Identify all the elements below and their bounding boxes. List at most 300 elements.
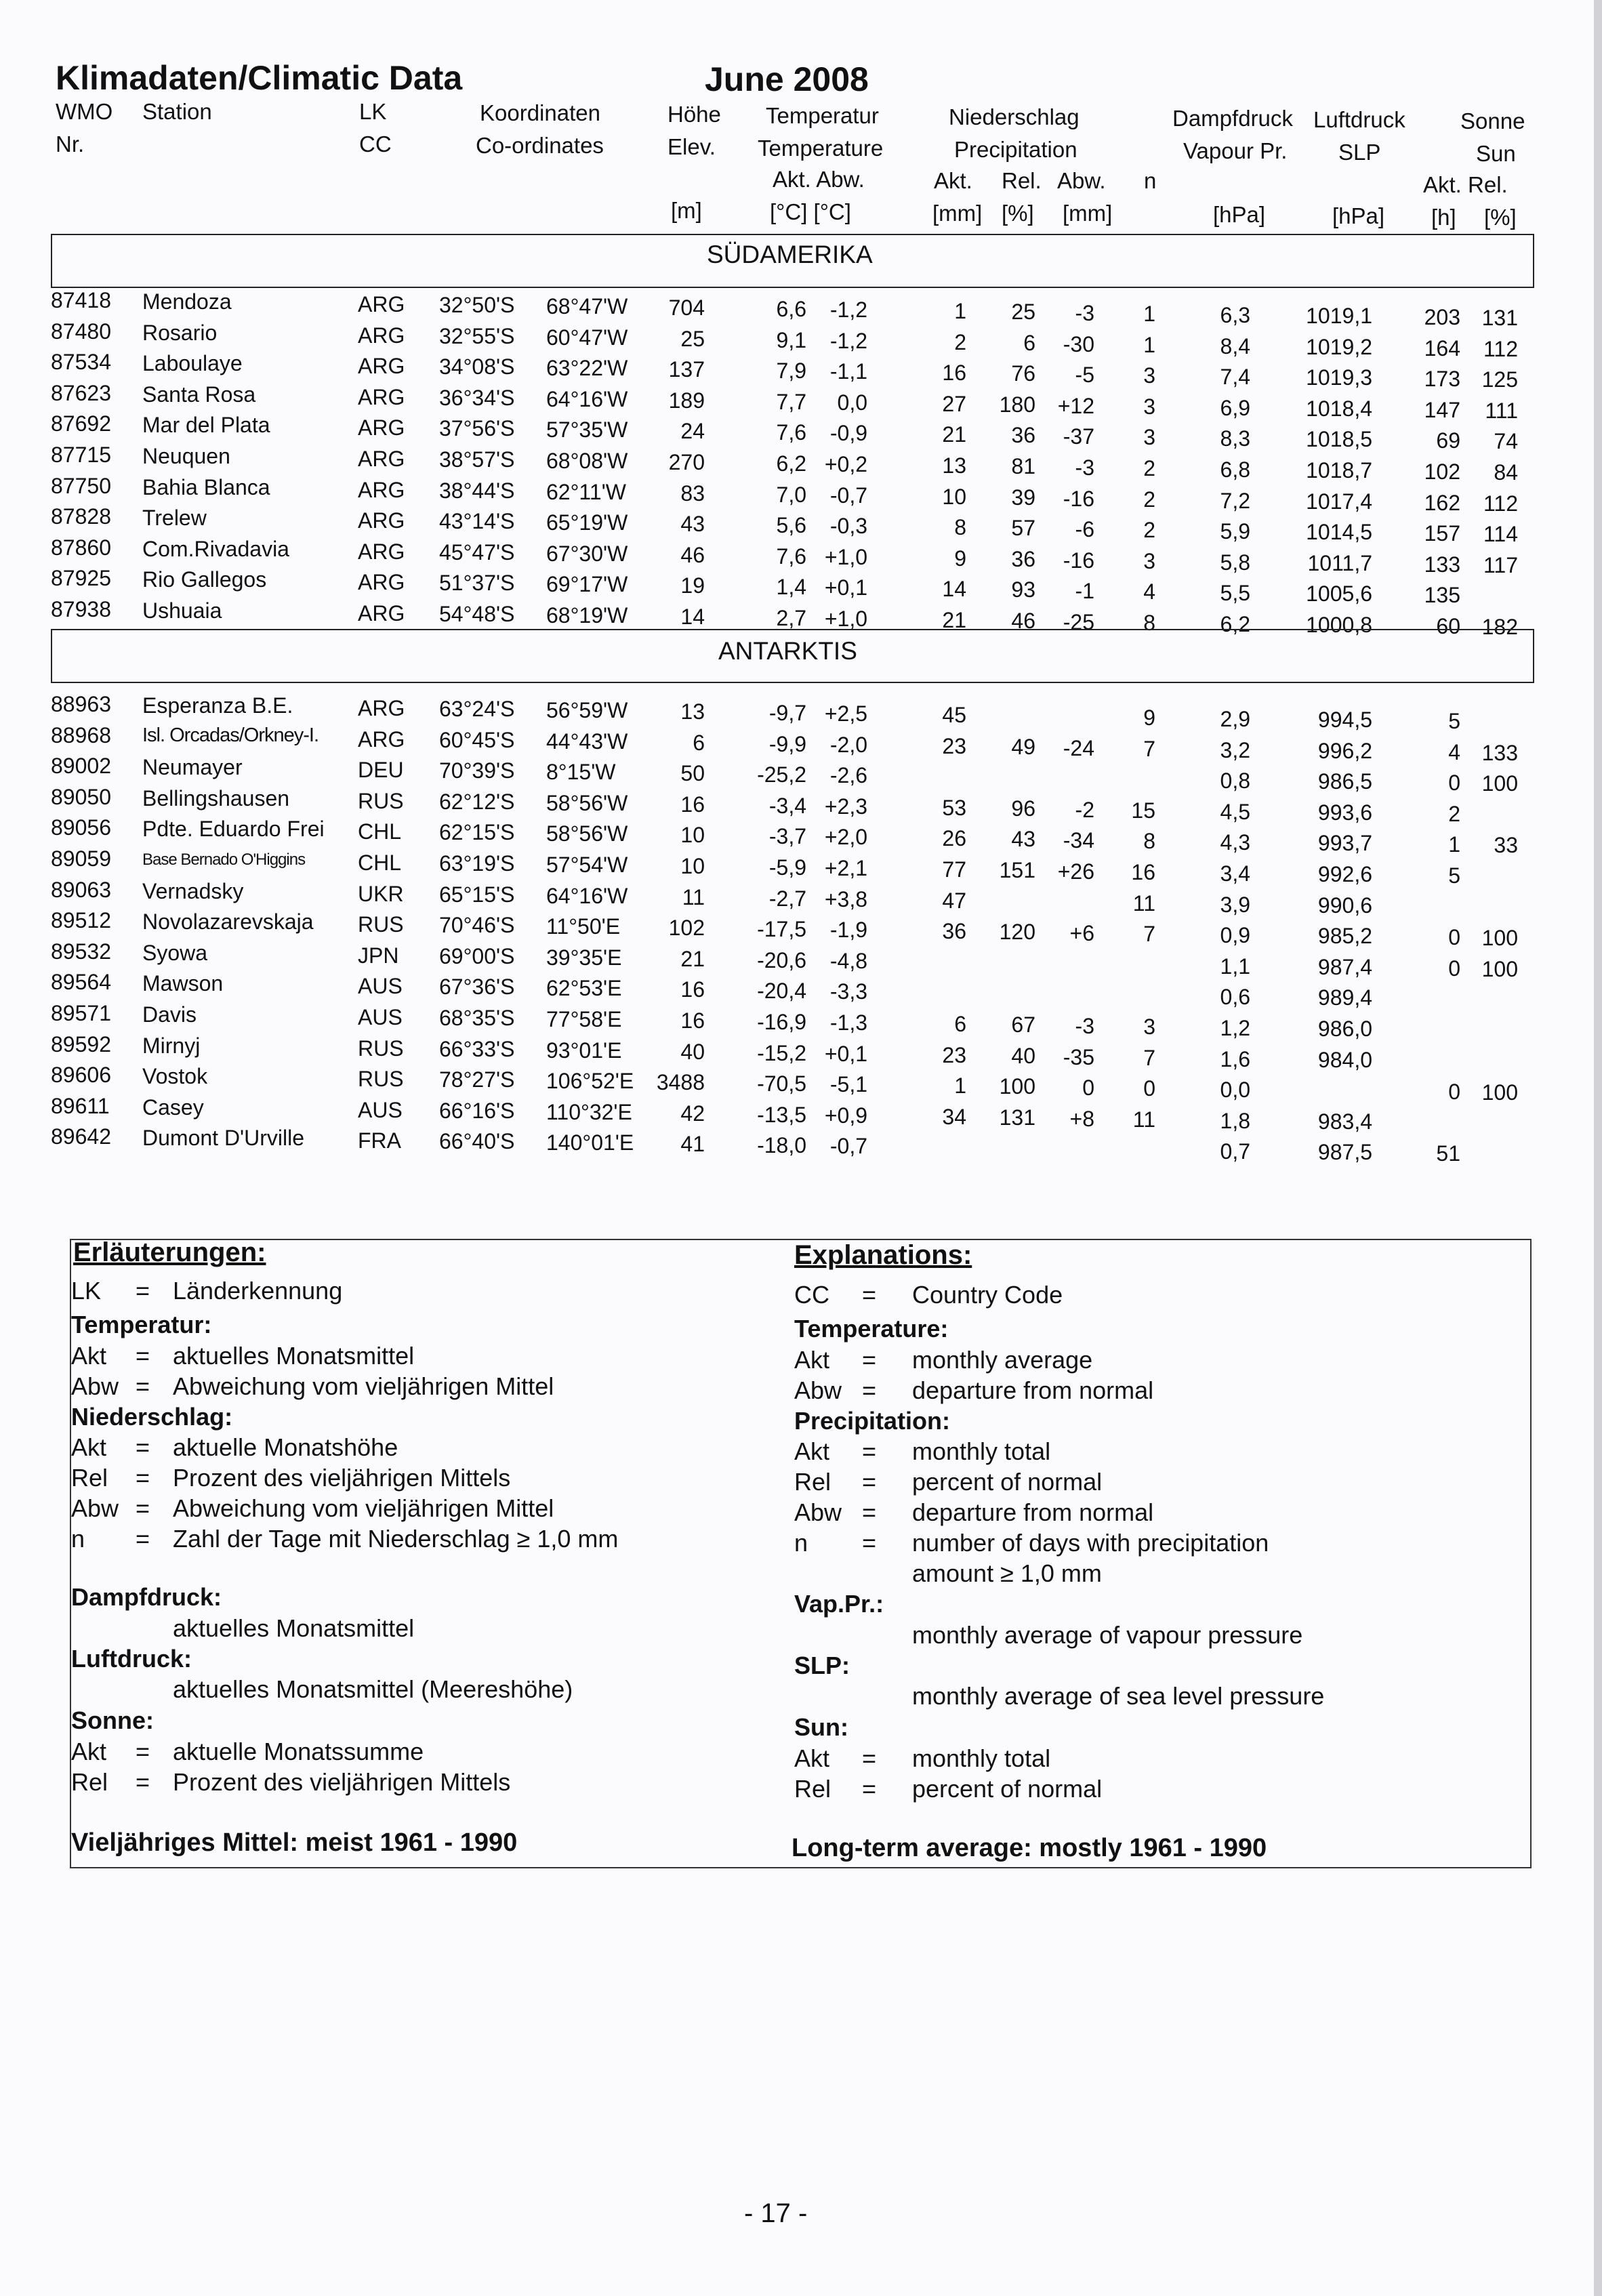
cell-lat: 45°47'S bbox=[439, 539, 515, 565]
legend-en-pn-txt2: amount ≥ 1,0 mm bbox=[912, 1559, 1102, 1587]
cell-sun-akt: 1 bbox=[1448, 832, 1460, 857]
legend-en-abw: Abw bbox=[794, 1376, 842, 1404]
cell-wmo: 89059 bbox=[51, 846, 111, 871]
cell-prec-rel: 81 bbox=[1011, 454, 1035, 478]
cell-slp: 994,5 bbox=[1317, 708, 1372, 732]
cell-elev: 19 bbox=[680, 573, 705, 598]
col-hoehe: Höhe bbox=[668, 102, 721, 127]
cell-station: Mar del Plata bbox=[142, 413, 270, 438]
col-nr: Nr. bbox=[56, 131, 85, 157]
cell-temp-akt: -17,5 bbox=[757, 917, 806, 942]
legend-de-abw-txt: Abweichung vom vieljährigen Mittel bbox=[173, 1372, 554, 1400]
legend-de-srel-txt: Prozent des vieljährigen Mittels bbox=[173, 1768, 511, 1796]
cell-prec-akt: 47 bbox=[942, 888, 966, 913]
col-temperature: Temperature bbox=[758, 136, 884, 161]
cell-elev: 704 bbox=[668, 295, 705, 320]
cell-prec-akt: 14 bbox=[942, 577, 966, 602]
col-sun-pct: [%] bbox=[1484, 205, 1517, 230]
cell-lat: 78°27'S bbox=[439, 1067, 515, 1092]
legend-en-sun-heading: Sun: bbox=[794, 1713, 848, 1741]
cell-cc: RUS bbox=[358, 788, 404, 813]
cell-temp-abw: +0,1 bbox=[824, 575, 867, 600]
legend-en-slp-heading: SLP: bbox=[794, 1652, 850, 1679]
cell-prec-abw: +26 bbox=[1057, 859, 1094, 884]
cell-prec-n: 8 bbox=[1143, 829, 1155, 854]
cell-sun-akt: 102 bbox=[1424, 459, 1460, 484]
legend-de-vap-heading: Dampfdruck: bbox=[71, 1583, 222, 1611]
cell-slp: 1018,7 bbox=[1306, 458, 1372, 483]
legend-de-pn: n bbox=[71, 1525, 85, 1553]
cell-elev: 16 bbox=[680, 792, 705, 817]
legend-en-pn: n bbox=[794, 1529, 808, 1557]
cell-vap: 0,7 bbox=[1220, 1139, 1250, 1164]
cell-elev: 11 bbox=[682, 884, 705, 909]
legend-en-prec-heading: Precipitation: bbox=[794, 1407, 951, 1435]
cell-slp: 993,7 bbox=[1317, 831, 1372, 856]
table-row bbox=[0, 815, 1594, 858]
cell-cc: CHL bbox=[358, 850, 402, 875]
cell-prec-akt: 34 bbox=[942, 1104, 966, 1129]
cell-prec-abw: -30 bbox=[1063, 331, 1094, 356]
cell-sun-rel: 111 bbox=[1485, 398, 1518, 423]
legend-en-eq: = bbox=[862, 1281, 877, 1309]
cell-temp-akt: 7,9 bbox=[776, 358, 806, 384]
cell-temp-akt: -25,2 bbox=[757, 762, 806, 787]
col-sun: Sun bbox=[1476, 141, 1516, 166]
legend-en-eq: = bbox=[862, 1529, 877, 1557]
cell-prec-n: 3 bbox=[1143, 548, 1155, 573]
cell-station: Santa Rosa bbox=[142, 382, 256, 407]
cell-prec-n: 3 bbox=[1143, 394, 1155, 419]
cell-temp-akt: 7,6 bbox=[776, 544, 806, 569]
cell-vap: 6,3 bbox=[1220, 303, 1250, 327]
cell-vap: 4,5 bbox=[1220, 799, 1250, 824]
cell-sun-rel: 100 bbox=[1481, 771, 1518, 796]
cell-station: Base Bernado O'Higgins bbox=[142, 850, 306, 869]
cell-lat: 38°44'S bbox=[439, 478, 515, 503]
cell-lon: 57°54'W bbox=[546, 853, 628, 877]
cell-prec-n: 3 bbox=[1143, 363, 1155, 388]
cell-prec-akt: 1 bbox=[954, 299, 966, 323]
table-row bbox=[0, 1062, 1594, 1105]
cell-wmo: 89050 bbox=[51, 784, 111, 809]
cell-temp-akt: 9,1 bbox=[776, 327, 806, 352]
legend-de-pakt: Akt bbox=[71, 1433, 107, 1461]
legend-de-pabw-txt: Abweichung vom vieljährigen Mittel bbox=[173, 1494, 554, 1522]
legend-de-temp-heading: Temperatur: bbox=[71, 1311, 212, 1338]
cell-elev: 16 bbox=[680, 977, 705, 1002]
page-number: - 17 - bbox=[744, 2198, 808, 2228]
col-prec-mm2: [mm] bbox=[1063, 201, 1113, 226]
legend-en-srel-txt: percent of normal bbox=[912, 1775, 1103, 1803]
col-prec-abw: Abw. bbox=[1057, 168, 1106, 193]
table-row bbox=[0, 504, 1594, 547]
legend-en-pakt: Akt bbox=[794, 1437, 830, 1465]
col-vapour: Vapour Pr. bbox=[1183, 138, 1288, 163]
cell-temp-abw: +0,9 bbox=[824, 1103, 867, 1128]
cell-sun-rel: 125 bbox=[1481, 367, 1518, 392]
col-prec-n: n bbox=[1144, 168, 1157, 193]
col-prec-rel: Rel. bbox=[1002, 168, 1042, 193]
cell-slp: 1005,6 bbox=[1306, 581, 1372, 607]
table-row bbox=[0, 380, 1594, 423]
cell-lon: 110°32'E bbox=[546, 1099, 632, 1124]
cell-prec-abw: -3 bbox=[1075, 1014, 1094, 1038]
cell-lat: 70°39'S bbox=[439, 758, 515, 783]
cell-prec-rel: 6 bbox=[1023, 330, 1035, 355]
cell-elev: 14 bbox=[680, 604, 705, 629]
cell-temp-abw: -0,9 bbox=[829, 421, 867, 446]
legend-de-pakt-txt: aktuelle Monatshöhe bbox=[173, 1433, 398, 1461]
cell-prec-n: 2 bbox=[1143, 487, 1155, 512]
legend-en-cc: CC bbox=[794, 1281, 829, 1309]
cell-cc: ARG bbox=[358, 570, 405, 595]
cell-cc: ARG bbox=[358, 384, 405, 409]
cell-temp-akt: 6,2 bbox=[776, 451, 806, 476]
page-edge bbox=[1594, 0, 1602, 2296]
cell-prec-n: 7 bbox=[1143, 1045, 1155, 1070]
legend-de-prel-txt: Prozent des vieljährigen Mittels bbox=[173, 1464, 511, 1492]
cell-prec-akt: 23 bbox=[942, 733, 966, 758]
cell-lon: 106°52'E bbox=[546, 1069, 634, 1094]
cell-station: Esperanza B.E. bbox=[142, 693, 293, 718]
cell-prec-rel: 39 bbox=[1011, 485, 1035, 510]
legend-en-eq: = bbox=[862, 1468, 877, 1496]
legend-en-eq: = bbox=[862, 1346, 877, 1374]
cell-wmo: 89642 bbox=[51, 1124, 111, 1149]
legend-de-akt-txt: aktuelles Monatsmittel bbox=[173, 1342, 415, 1370]
cell-sun-akt: 0 bbox=[1448, 1080, 1460, 1105]
cell-wmo: 89606 bbox=[51, 1063, 111, 1088]
cell-prec-abw: -37 bbox=[1063, 424, 1094, 449]
cell-temp-akt: 5,6 bbox=[776, 513, 806, 538]
cell-sun-akt: 69 bbox=[1436, 428, 1460, 453]
legend-en-sakt: Akt bbox=[794, 1744, 830, 1772]
cell-prec-n: 7 bbox=[1143, 922, 1155, 947]
cell-lon: 77°58'E bbox=[546, 1007, 622, 1031]
cell-prec-abw: -16 bbox=[1063, 548, 1094, 573]
legend-de-title: Erläuterungen: bbox=[73, 1237, 266, 1267]
cell-slp: 990,6 bbox=[1317, 893, 1372, 918]
legend-en-pabw: Abw bbox=[794, 1498, 842, 1526]
cell-lon: 68°08'W bbox=[546, 449, 628, 473]
cell-station: Bellingshausen bbox=[142, 785, 290, 811]
cell-cc: UKR bbox=[358, 881, 404, 906]
cell-lat: 68°35'S bbox=[439, 1006, 515, 1030]
cell-slp: 996,2 bbox=[1317, 738, 1372, 763]
cell-cc: RUS bbox=[358, 1067, 404, 1092]
legend-de-sakt: Akt bbox=[71, 1738, 107, 1765]
cell-station: Rio Gallegos bbox=[142, 567, 267, 592]
cell-prec-n: 2 bbox=[1143, 456, 1155, 480]
cell-prec-abw: -24 bbox=[1063, 735, 1094, 760]
cell-temp-akt: -9,9 bbox=[768, 731, 806, 756]
cell-lon: 93°01'E bbox=[546, 1038, 622, 1063]
cell-temp-akt: -18,0 bbox=[757, 1133, 806, 1158]
cell-wmo: 87938 bbox=[51, 597, 111, 621]
legend-en-eq: = bbox=[862, 1775, 877, 1803]
cell-prec-rel: 151 bbox=[999, 858, 1035, 882]
cell-wmo: 89056 bbox=[51, 815, 111, 840]
cell-temp-abw: -2,0 bbox=[829, 732, 867, 757]
cell-slp: 1017,4 bbox=[1306, 489, 1372, 514]
cell-temp-abw: -3,3 bbox=[829, 979, 867, 1004]
cell-prec-n: 1 bbox=[1143, 332, 1155, 357]
cell-temp-akt: -20,4 bbox=[757, 979, 806, 1004]
table-row bbox=[0, 473, 1594, 516]
cell-elev: 46 bbox=[680, 542, 705, 567]
cell-temp-abw: +3,8 bbox=[824, 886, 867, 911]
cell-cc: ARG bbox=[358, 323, 405, 348]
cell-prec-akt: 53 bbox=[942, 795, 966, 820]
cell-station: Ushuaia bbox=[142, 598, 222, 623]
cell-prec-abw: -25 bbox=[1063, 610, 1094, 634]
cell-vap: 1,2 bbox=[1220, 1016, 1250, 1040]
cell-lon: 62°53'E bbox=[546, 976, 622, 1001]
cell-elev: 43 bbox=[680, 512, 705, 537]
cell-vap: 7,4 bbox=[1220, 365, 1250, 390]
cell-lat: 54°48'S bbox=[439, 602, 515, 626]
legend-de-slp-heading: Luftdruck: bbox=[71, 1645, 192, 1673]
col-temperatur: Temperatur bbox=[766, 103, 879, 128]
cell-station: Com.Rivadavia bbox=[142, 536, 289, 561]
legend-en-pn-txt: number of days with precipitation bbox=[912, 1529, 1269, 1557]
legend-en-footer: Long-term average: mostly 1961 - 1990 bbox=[792, 1834, 1267, 1862]
table-row bbox=[0, 535, 1594, 577]
cell-lat: 36°34'S bbox=[439, 385, 515, 410]
legend-en-abw-txt: departure from normal bbox=[912, 1376, 1154, 1404]
cell-prec-n: 7 bbox=[1143, 736, 1155, 761]
cell-temp-abw: -0,3 bbox=[829, 514, 867, 539]
cell-sun-akt: 51 bbox=[1436, 1141, 1460, 1166]
table-row bbox=[0, 411, 1594, 454]
cell-prec-rel: 46 bbox=[1011, 609, 1035, 633]
cell-lat: 51°37'S bbox=[439, 571, 515, 596]
cell-lon: 39°35'E bbox=[546, 945, 622, 970]
table-row bbox=[0, 349, 1594, 392]
cell-elev: 83 bbox=[680, 480, 705, 506]
cell-slp: 1019,3 bbox=[1306, 365, 1372, 390]
cell-prec-n: 2 bbox=[1143, 518, 1155, 543]
cell-lat: 60°45'S bbox=[439, 727, 515, 752]
cell-sun-akt: 164 bbox=[1424, 335, 1460, 361]
cell-prec-akt: 27 bbox=[942, 391, 966, 416]
legend-de-slp-txt: aktuelles Monatsmittel (Meereshöhe) bbox=[173, 1675, 573, 1703]
cell-vap: 5,5 bbox=[1220, 581, 1250, 606]
legend-en-eq: = bbox=[862, 1498, 877, 1526]
cell-lat: 43°14'S bbox=[439, 509, 515, 534]
legend-de-footer: Vieljähriges Mittel: meist 1961 - 1990 bbox=[71, 1828, 518, 1857]
cell-prec-rel: 57 bbox=[1011, 516, 1035, 541]
cell-prec-rel: 131 bbox=[999, 1105, 1035, 1130]
cell-slp: 987,5 bbox=[1317, 1140, 1372, 1165]
cell-vap: 0,6 bbox=[1220, 985, 1250, 1010]
cell-lon: 62°11'W bbox=[546, 479, 626, 504]
cell-sun-rel: 100 bbox=[1481, 926, 1518, 951]
cell-prec-n: 1 bbox=[1143, 302, 1155, 326]
cell-temp-abw: +1,0 bbox=[824, 607, 867, 631]
cell-vap: 8,4 bbox=[1220, 333, 1250, 358]
cell-station: Casey bbox=[142, 1094, 204, 1120]
cell-elev: 10 bbox=[680, 854, 705, 878]
cell-vap: 1,8 bbox=[1220, 1108, 1250, 1133]
table-row bbox=[0, 442, 1594, 485]
cell-lat: 65°15'S bbox=[439, 882, 515, 907]
cell-prec-abw: 0 bbox=[1082, 1075, 1094, 1101]
cell-station: Syowa bbox=[142, 940, 208, 965]
cell-station: Davis bbox=[142, 1002, 197, 1027]
table-row bbox=[0, 753, 1594, 796]
cell-vap: 1,1 bbox=[1220, 954, 1250, 979]
col-niederschlag: Niederschlag bbox=[949, 104, 1080, 129]
cell-cc: FRA bbox=[358, 1128, 401, 1153]
cell-station: Bahia Blanca bbox=[142, 474, 270, 499]
cell-elev: 137 bbox=[668, 357, 705, 382]
legend-de-lk-txt: Länderkennung bbox=[173, 1277, 343, 1305]
cell-prec-abw: -3 bbox=[1075, 455, 1094, 480]
cell-wmo: 89571 bbox=[51, 1001, 111, 1025]
col-prec-pct: [%] bbox=[1002, 201, 1034, 226]
cell-vap: 1,6 bbox=[1220, 1046, 1250, 1071]
cell-station: Vernadsky bbox=[142, 878, 244, 903]
cell-station: Dumont D'Urville bbox=[142, 1126, 305, 1151]
cell-lat: 70°46'S bbox=[439, 913, 515, 938]
cell-lon: 11°50'E bbox=[546, 914, 621, 939]
cell-station: Novolazarevskaja bbox=[142, 909, 314, 935]
cell-slp: 1019,2 bbox=[1306, 334, 1372, 359]
col-coordinates: Co-ordinates bbox=[476, 133, 604, 158]
cell-sun-rel: 131 bbox=[1481, 306, 1518, 330]
cell-lat: 69°00'S bbox=[439, 943, 515, 968]
cell-prec-n: 4 bbox=[1143, 579, 1155, 604]
col-temp-units: [°C] [°C] bbox=[770, 199, 851, 224]
legend-en-vap-txt: monthly average of vapour pressure bbox=[912, 1621, 1303, 1649]
cell-temp-abw: +2,3 bbox=[824, 794, 867, 819]
legend-de-prec-heading: Niederschlag: bbox=[71, 1403, 233, 1431]
col-sun-h: [h] bbox=[1431, 205, 1456, 230]
cell-elev: 25 bbox=[680, 326, 705, 351]
cell-temp-akt: 7,7 bbox=[776, 389, 806, 414]
cell-temp-akt: -3,4 bbox=[768, 793, 806, 818]
col-prec-akt: Akt. bbox=[934, 168, 972, 193]
cell-lon: 58°56'W bbox=[546, 821, 628, 846]
cell-prec-rel: 180 bbox=[999, 392, 1035, 417]
cell-elev: 41 bbox=[680, 1132, 705, 1157]
cell-sun-akt: 0 bbox=[1448, 771, 1460, 796]
cell-prec-rel: 36 bbox=[1011, 546, 1035, 571]
cell-vap: 4,3 bbox=[1220, 830, 1250, 855]
cell-prec-akt: 77 bbox=[942, 857, 966, 882]
cell-temp-abw: -1,2 bbox=[829, 328, 867, 353]
section-title-south-america: SÜDAMERIKA bbox=[701, 241, 878, 269]
cell-wmo: 87715 bbox=[51, 443, 111, 467]
cell-sun-rel: 74 bbox=[1494, 429, 1518, 454]
legend-de-eq: = bbox=[136, 1768, 150, 1796]
cell-temp-akt: -15,2 bbox=[757, 1040, 806, 1065]
cell-elev: 21 bbox=[680, 946, 705, 971]
cell-prec-n: 8 bbox=[1143, 611, 1155, 635]
cell-prec-akt: 45 bbox=[942, 703, 966, 727]
cell-prec-akt: 10 bbox=[942, 484, 966, 509]
legend-en-prel: Rel bbox=[794, 1468, 831, 1496]
legend-en-eq: = bbox=[862, 1744, 877, 1772]
cell-prec-abw: +8 bbox=[1069, 1106, 1094, 1131]
cell-sun-akt: 2 bbox=[1448, 801, 1460, 826]
cell-cc: ARG bbox=[358, 539, 405, 564]
cell-prec-rel: 96 bbox=[1011, 796, 1035, 821]
legend-de-eq: = bbox=[136, 1494, 150, 1522]
cell-prec-akt: 36 bbox=[942, 919, 966, 944]
cell-elev: 3488 bbox=[656, 1070, 705, 1095]
cell-prec-akt: 21 bbox=[942, 608, 966, 632]
legend-de-eq: = bbox=[136, 1342, 150, 1370]
table-row bbox=[0, 784, 1594, 826]
cell-station: Mendoza bbox=[142, 289, 232, 314]
cell-wmo: 87828 bbox=[51, 504, 111, 529]
cell-cc: ARG bbox=[358, 447, 405, 471]
cell-prec-akt: 2 bbox=[954, 329, 966, 354]
cell-vap: 8,3 bbox=[1220, 426, 1250, 451]
col-wmo: WMO bbox=[56, 99, 113, 124]
cell-vap: 0,8 bbox=[1220, 768, 1250, 794]
cell-sun-rel: 112 bbox=[1483, 336, 1518, 361]
cell-sun-rel: 100 bbox=[1481, 1080, 1518, 1105]
legend-de-eq: = bbox=[136, 1277, 150, 1305]
cell-temp-akt: -20,6 bbox=[757, 947, 806, 972]
cell-prec-abw: -2 bbox=[1075, 797, 1094, 822]
cell-lat: 32°55'S bbox=[439, 323, 515, 348]
cell-station: Neumayer bbox=[142, 755, 243, 780]
legend-de-prel: Rel bbox=[71, 1464, 108, 1492]
cell-prec-rel: 76 bbox=[1011, 361, 1035, 386]
cell-temp-abw: +2,5 bbox=[824, 701, 867, 726]
cell-slp: 986,5 bbox=[1317, 769, 1372, 794]
cell-prec-abw: -16 bbox=[1063, 486, 1094, 511]
cell-prec-n: 9 bbox=[1143, 705, 1155, 730]
cell-prec-abw: +6 bbox=[1069, 921, 1094, 946]
cell-lon: 57°35'W bbox=[546, 417, 628, 443]
legend-de-pabw: Abw bbox=[71, 1494, 119, 1522]
cell-cc: ARG bbox=[358, 601, 405, 626]
cell-sun-rel: 133 bbox=[1481, 740, 1518, 765]
cell-cc: DEU bbox=[358, 758, 404, 783]
cell-slp: 983,4 bbox=[1317, 1109, 1372, 1134]
cell-vap: 6,8 bbox=[1220, 457, 1250, 482]
cell-lat: 62°15'S bbox=[439, 820, 515, 845]
cell-lon: 65°19'W bbox=[546, 510, 628, 535]
cell-station: Mawson bbox=[142, 971, 224, 996]
cell-temp-akt: 7,6 bbox=[776, 420, 806, 445]
cell-cc: AUS bbox=[358, 1005, 403, 1029]
cell-prec-akt: 13 bbox=[942, 453, 966, 478]
cell-temp-abw: +2,0 bbox=[824, 825, 867, 850]
cell-vap: 7,2 bbox=[1220, 488, 1250, 513]
cell-cc: AUS bbox=[358, 974, 403, 999]
col-elev: Elev. bbox=[668, 134, 716, 159]
cell-elev: 24 bbox=[680, 419, 705, 444]
cell-temp-abw: +1,0 bbox=[824, 544, 867, 569]
table-row bbox=[0, 722, 1594, 765]
cell-prec-akt: 9 bbox=[954, 546, 966, 571]
cell-sun-akt: 147 bbox=[1424, 397, 1460, 422]
cell-lat: 66°33'S bbox=[439, 1036, 515, 1061]
cell-wmo: 89592 bbox=[51, 1031, 111, 1057]
cell-wmo: 89532 bbox=[51, 939, 111, 964]
table-row bbox=[0, 846, 1594, 888]
cell-vap: 3,9 bbox=[1220, 892, 1250, 917]
cell-lat: 67°36'S bbox=[439, 975, 515, 1000]
cell-vap: 0,0 bbox=[1220, 1078, 1250, 1103]
